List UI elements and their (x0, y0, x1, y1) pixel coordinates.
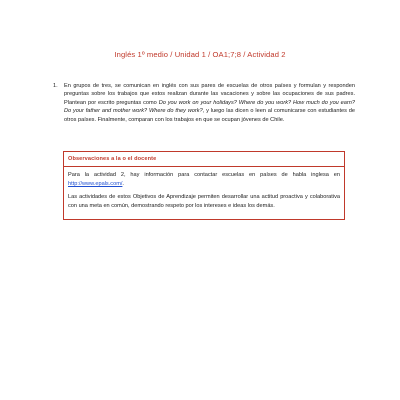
activity-questions: Do you work on your holidays? Where do you work? How much do you earn? Do your father and mother work? Where do they work? (64, 99, 355, 115)
teacher-observations-box (63, 151, 345, 220)
observations-paragraph-1 (68, 171, 340, 188)
observations-p1-text: Para la actividad 2, hay información para contactar escuelas en países de habla inglesa en (68, 172, 340, 179)
observations-p1-end: . (122, 180, 124, 187)
page-title: Inglés 1º medio / Unidad 1 / OA1;7;8 / Actividad 2 (114, 50, 286, 59)
observations-title: Observaciones a la o el docente (68, 156, 157, 162)
epals-link[interactable]: http://www.epals.com/ (68, 180, 123, 187)
observations-paragraph-2: Las actividades de estos Objetivos de Aprendizaje permiten desarrollar una actitud proactiva y colaborativa con una meta en común, demostrando respeto por los intereses e ideas los demás. (68, 194, 340, 209)
observations-divider (64, 166, 344, 167)
activity-number: 1. (53, 83, 58, 89)
activity-text-2: , y luego las dicen o leen al comunicarse con estudiantes de otros países. Finalmente, comparan con los trabajos en que se ocupan jóvenes de Chile. (64, 108, 355, 123)
activity-text-1: En grupos de tres, se comunican en inglés con sus pares de escuelas de otros países y formulan y responden preguntas sobre los trabajos que estos realizan durante las vacaciones y sobre las ocupaciones de sus padres. Plantean por escrito preguntas como (64, 83, 355, 106)
activity-body (64, 82, 355, 124)
activity-item (55, 82, 355, 124)
